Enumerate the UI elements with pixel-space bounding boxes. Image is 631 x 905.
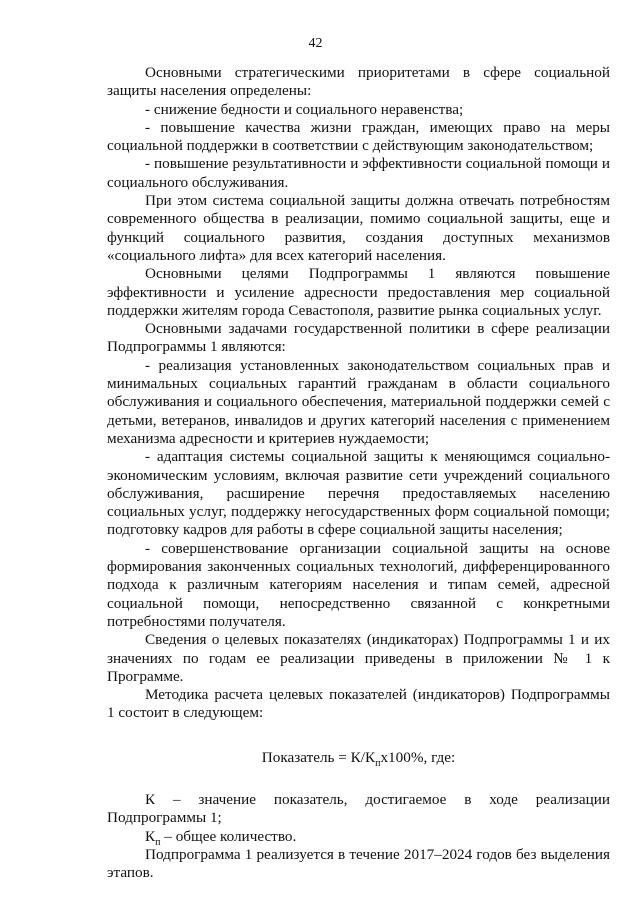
list-item-poverty: - снижение бедности и социального неравенства; xyxy=(145,100,464,118)
paragraph-tasks-intro: Основными задачами государственной политики в сфере реализации Подпрограммы 1 являются: xyxy=(107,320,610,356)
kn-text: – общее количество. xyxy=(160,827,297,845)
paragraph-indicators-info: Сведения о целевых показателях (индикаторах) Подпрограммы 1 и их значениях по годам ее реализации приведены в приложении № 1 к Программе. xyxy=(107,631,610,685)
paragraph-duration: Подпрограмма 1 реализуется в течение 2017–2024 годов без выделения этапов. xyxy=(107,845,610,882)
document-body xyxy=(107,64,610,882)
paragraph-social-lift: При этом система социальной защиты должна отвечать потребностям современного общества в реализации, помимо социальной защиты, еще и функций социального развития, создания доступных механизмов «социального лифта» для всех категорий населения. xyxy=(107,192,610,264)
kn-symbol: К xyxy=(145,827,156,845)
list-item-quality-of-life: - повышение качества жизни граждан, имеющих право на меры социальной поддержки в соответствии с действующим законодательством; xyxy=(107,118,610,155)
kn-subscript: п xyxy=(155,836,161,848)
paragraph-priorities-intro: Основными стратегическими приоритетами в сфере социальной защиты населения определены: xyxy=(107,64,610,100)
definition-kn xyxy=(107,828,610,846)
list-item-effectiveness: - повышение результативности и эффективности социальной помощи и социального обслуживания. xyxy=(107,155,610,191)
list-item-improvement: - совершенствование организации социальной защиты на основе формирования законченных социальных технологий, дифференцированного подхода к различным категориям населения и типам семей, адресной социальной помощи, непосредственно связанной с конкретными потребностями получателя. xyxy=(107,539,610,630)
paragraph-methodology: Методика расчета целевых показателей (индикаторов) Подпрограммы 1 состоит в следующем: xyxy=(107,686,610,722)
list-item-adaptation: - адаптация системы социальной защиты к меняющимся социально-экономическим условиям, включая развитие сети учреждений социального обслуживания, расширение перечня предоставляемых населению социальных услуг, поддержку негосударственных форм социальной помощи; подготовку кадров для работы в сфере социальной защиты населения; xyxy=(107,448,610,539)
formula-prefix: Показатель = К/К xyxy=(261,748,376,766)
paragraph-goals: Основными целями Подпрограммы 1 являются повышение эффективности и усиление адресности предоставления мер социальной поддержки жителям города Севастополя, развитие рынка социальных услуг. xyxy=(107,265,610,319)
definition-k: К – значение показатель, достигаемое в ходе реализации Подпрограммы 1; xyxy=(107,790,610,827)
formula-suffix: х100%, где: xyxy=(380,748,456,766)
list-item-social-rights: - реализация установленных законодательством социальных прав и минимальных социальных гарантий гражданам в области социального обслуживания и социального обеспечения, материальной поддержки семей с детьми, ветеранов, инвалидов и других категорий населения с применением механизма адресности и критериев нуждаемости; xyxy=(107,356,610,447)
formula xyxy=(107,749,610,767)
formula-subscript: п xyxy=(375,757,381,769)
page-number: 42 xyxy=(308,36,323,51)
